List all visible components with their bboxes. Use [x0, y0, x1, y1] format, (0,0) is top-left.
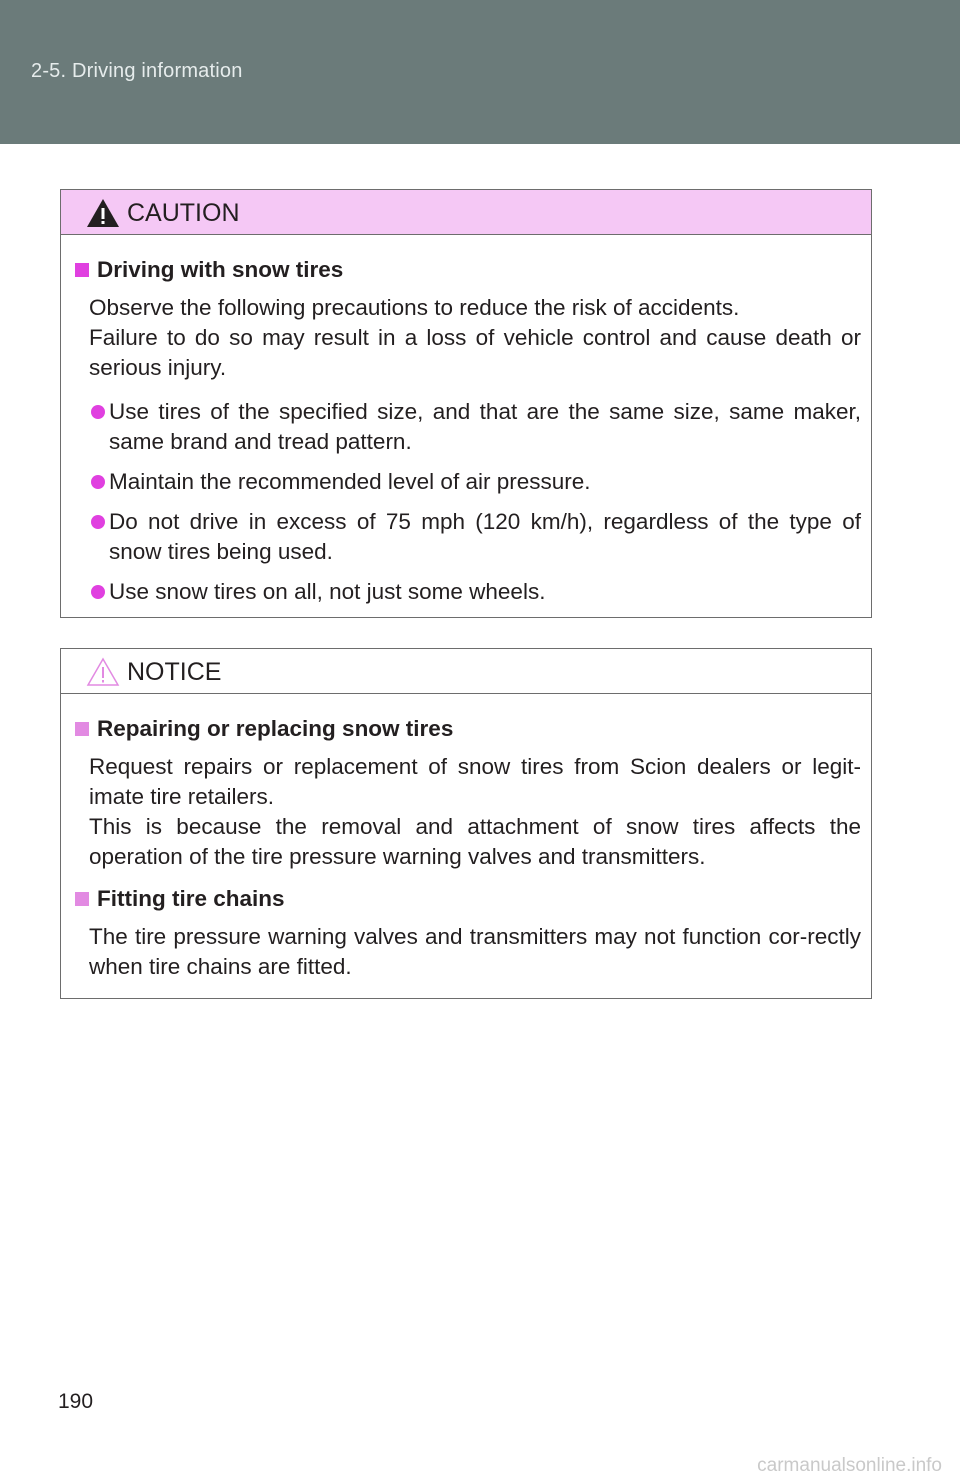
caution-header: [61, 190, 871, 235]
caution-bullet-text: Use tires of the specified size, and that are the same size, same maker, same brand and tread pattern.: [109, 399, 861, 454]
warning-triangle-icon: [86, 198, 120, 228]
square-bullet-icon: [75, 722, 89, 736]
round-bullet-icon: [91, 585, 105, 599]
notice-paragraph: The tire pressure warning valves and transmitters may not function cor-rectly when tire chains are fitted.: [89, 924, 861, 979]
header-band: [0, 0, 960, 144]
square-bullet-icon: [75, 263, 89, 277]
caution-bullet: [75, 577, 861, 607]
notice-paragraph: This is because the removal and attachment of snow tires affects the operation of the tire pressure warning valves and transmitters.: [89, 814, 861, 869]
caution-section-heading: [75, 255, 861, 285]
caution-box: [60, 189, 872, 618]
caution-intro-line: Observe the following precautions to reduce the risk of accidents.: [89, 295, 740, 320]
caution-label: CAUTION: [127, 199, 240, 227]
watermark: carmanualsonline.info: [757, 1455, 942, 1476]
caution-bullet: [75, 467, 861, 497]
notice-section-title: Fitting tire chains: [97, 886, 285, 911]
square-bullet-icon: [75, 892, 89, 906]
section-header-title: 2-5. Driving information: [31, 60, 243, 82]
notice-paragraph: Request repairs or replacement of snow tires from Scion dealers or legit-imate tire retailers.: [89, 754, 861, 809]
notice-label: NOTICE: [127, 658, 222, 686]
notice-box: [60, 648, 872, 999]
round-bullet-icon: [91, 475, 105, 489]
caution-bullet-text: Do not drive in excess of 75 mph (120 km/h), regardless of the type of snow tires being used.: [109, 509, 861, 564]
caution-section-title: Driving with snow tires: [97, 257, 344, 282]
notice-section-heading: [75, 714, 861, 744]
round-bullet-icon: [91, 405, 105, 419]
notice-body: [61, 694, 871, 982]
caution-intro: [75, 293, 861, 383]
notice-section-heading: [75, 884, 861, 914]
caution-bullet: [75, 507, 861, 567]
caution-bullet-text: Use snow tires on all, not just some wheels.: [109, 579, 546, 604]
notice-section-title: Repairing or replacing snow tires: [97, 716, 454, 741]
round-bullet-icon: [91, 515, 105, 529]
page-number: 190: [58, 1390, 94, 1413]
notice-header: [61, 649, 871, 694]
caution-body: [61, 235, 871, 607]
caution-bullet-text: Maintain the recommended level of air pressure.: [109, 469, 591, 494]
warning-triangle-outline-icon: [86, 657, 120, 687]
caution-intro-line: Failure to do so may result in a loss of vehicle control and cause death or serious injury.: [89, 325, 861, 380]
caution-bullet: [75, 397, 861, 457]
